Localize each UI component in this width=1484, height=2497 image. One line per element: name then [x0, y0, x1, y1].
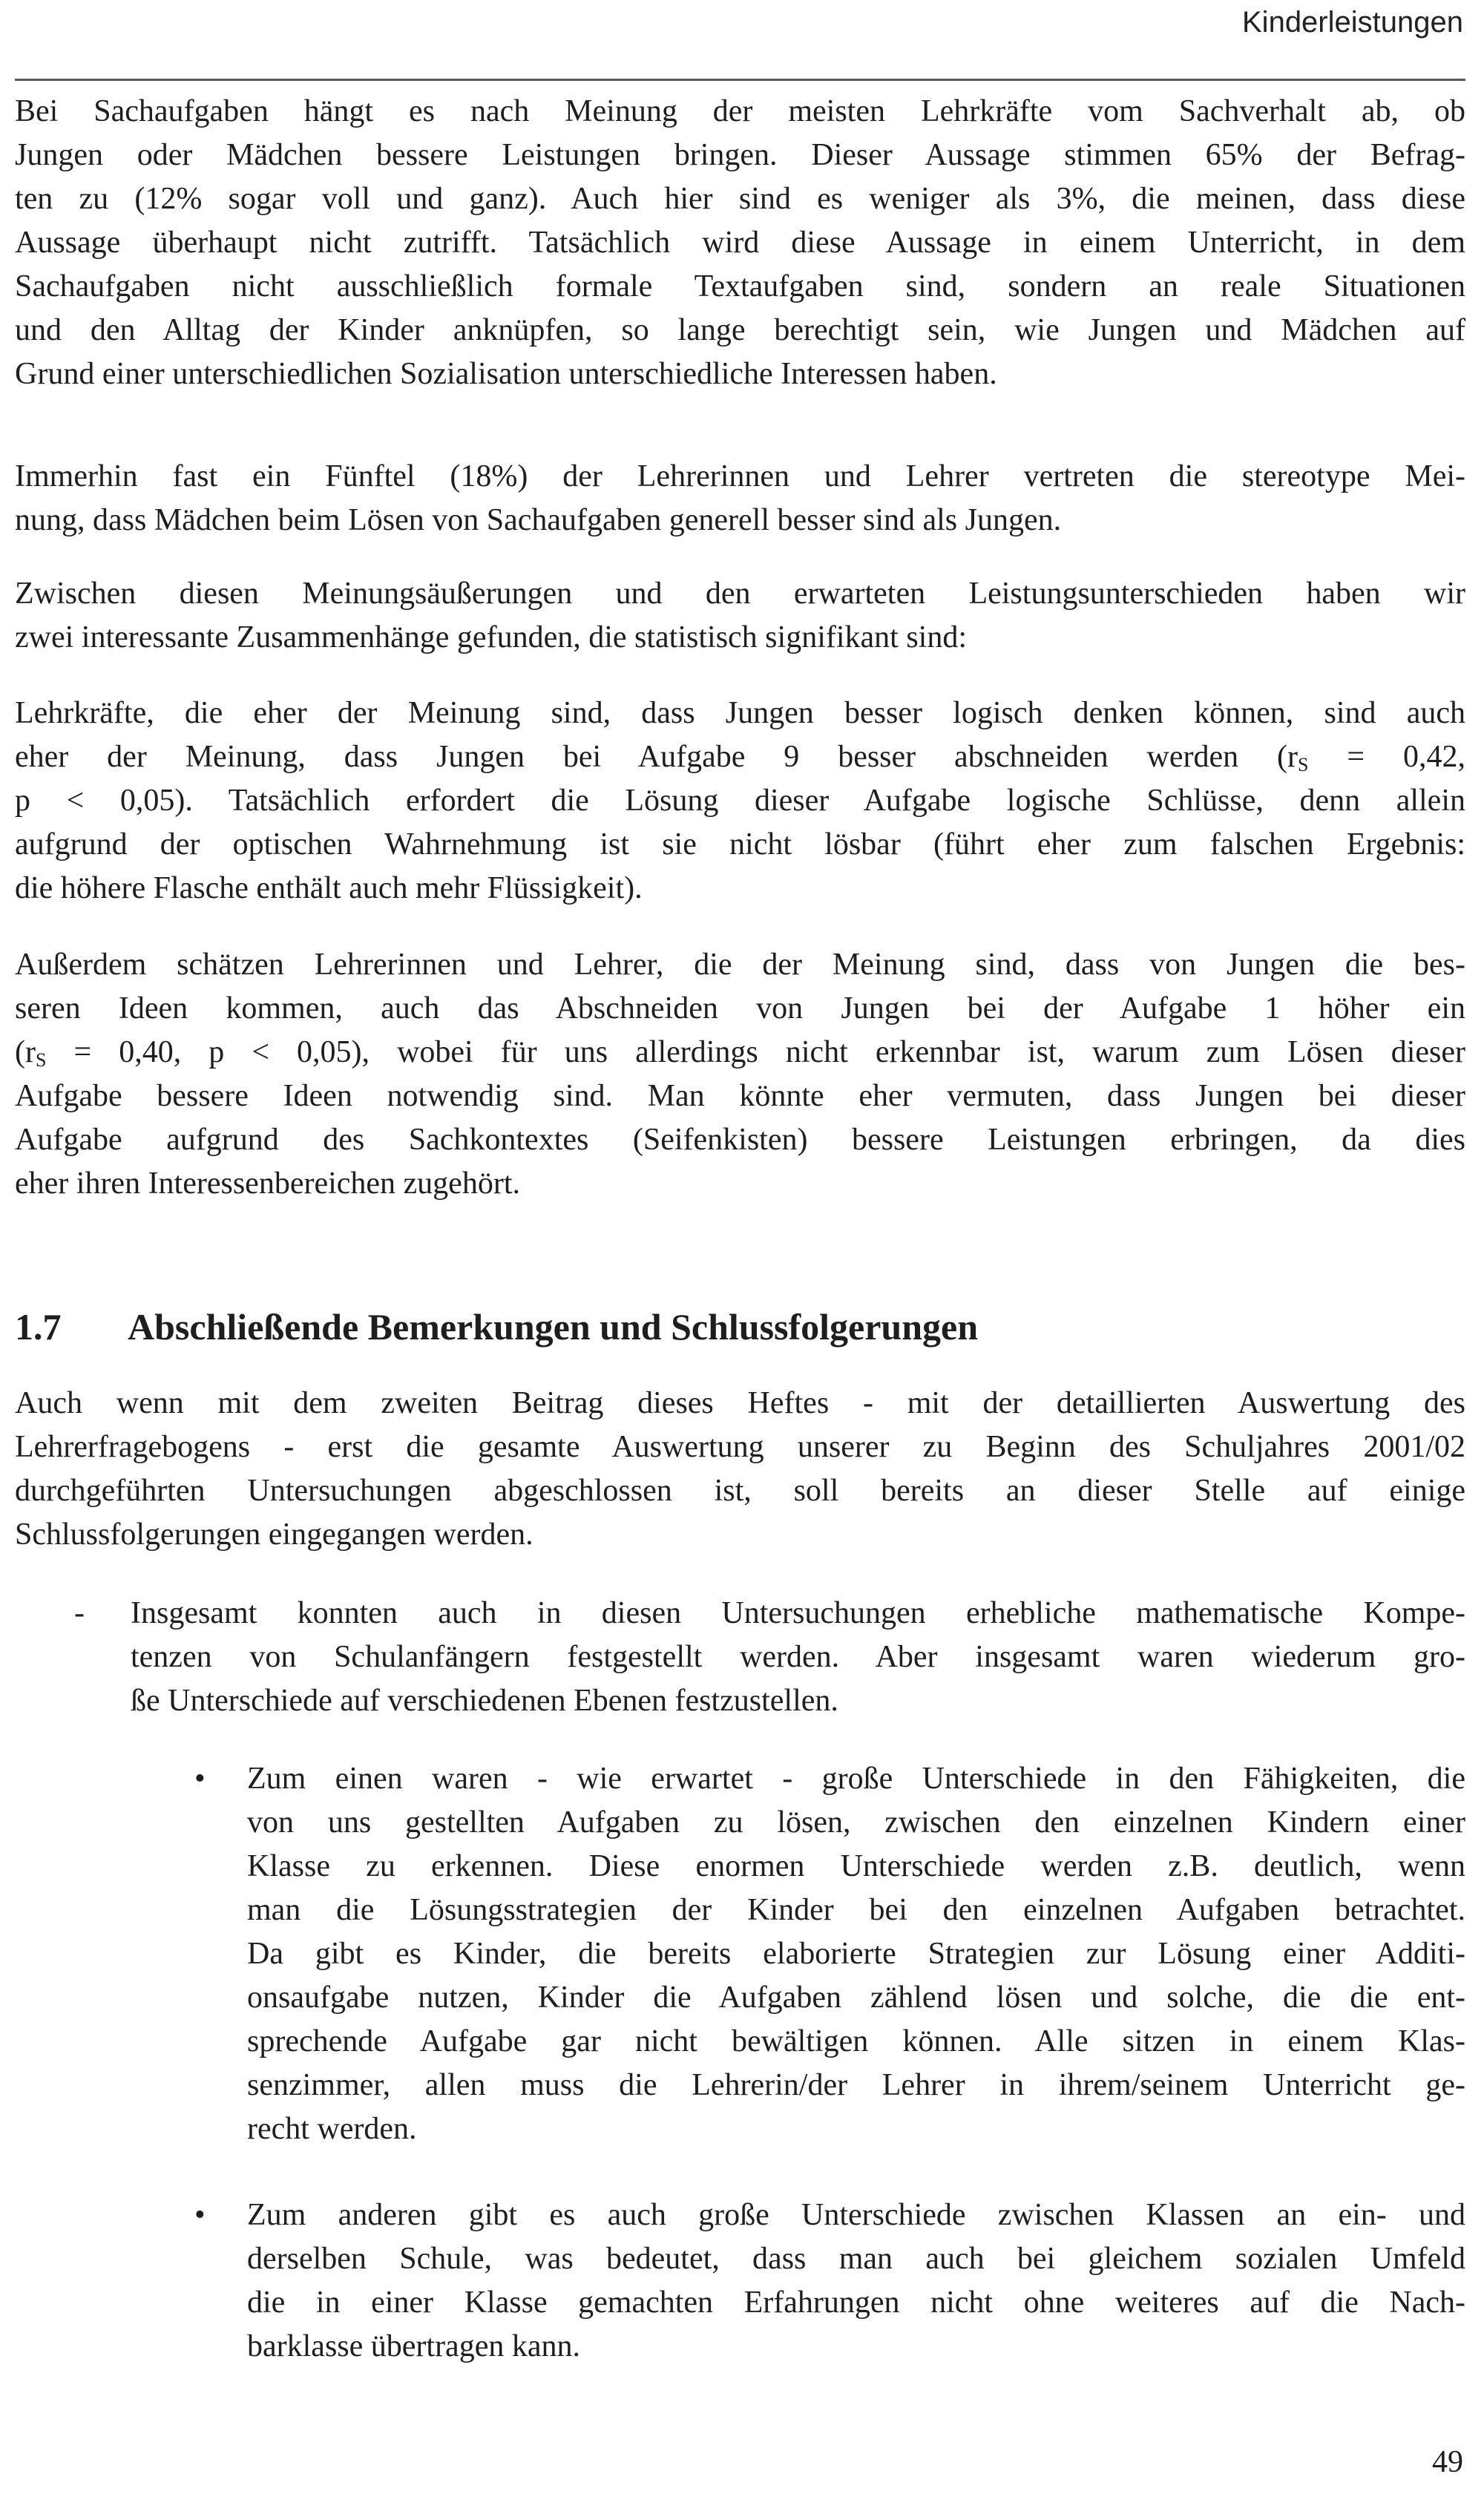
- section-number: 1.7: [15, 1306, 62, 1348]
- text-line: Außerdem schätzen Lehrerinnen und Lehrer, die der Meinung sind, dass von Jungen die bes-: [15, 948, 1465, 982]
- text-line: senzimmer, allen muss die Lehrerin/der Lehrer in ihrem/seinem Unterricht ge-: [247, 2068, 1465, 2102]
- text-line: die in einer Klasse gemachten Erfahrungen nicht ohne weiteres auf die Nach-: [247, 2286, 1465, 2320]
- text-line: tenzen von Schulanfängern festgestellt werden. Aber insgesamt waren wiederum gro-: [131, 1640, 1465, 1674]
- paragraph: [15, 692, 1465, 910]
- text-line: ten zu (12% sogar voll und ganz). Auch hier sind es weniger als 3%, die meinen, dass diese: [15, 182, 1465, 216]
- text-line: man die Lösungsstrategien der Kinder bei den einzelnen Aufgaben betrachtet.: [247, 1893, 1465, 1927]
- text-line: Da gibt es Kinder, die bereits elaborierte Strategien zur Lösung einer Additi-: [247, 1937, 1465, 1971]
- text-line: barklasse übertragen kann.: [247, 2329, 580, 2363]
- text-line: Aufgabe aufgrund des Sachkontextes (Seifenkisten) bessere Leistungen erbringen, da dies: [15, 1123, 1465, 1157]
- text-line: eher ihren Interessenbereichen zugehört.: [15, 1167, 520, 1201]
- section-title: Abschließende Bemerkungen und Schlussfolgerungen: [128, 1306, 979, 1348]
- text-line: Zum anderen gibt es auch große Unterschiede zwischen Klassen an ein- und: [247, 2198, 1465, 2232]
- text-line: derselben Schule, was bedeutet, dass man auch bei gleichem sozialen Umfeld: [247, 2242, 1465, 2276]
- text-line: aufgrund der optischen Wahrnehmung ist sie nicht lösbar (führt eher zum falschen Ergebnis:: [15, 827, 1465, 862]
- paragraph: [15, 943, 1465, 1206]
- text-line: Grund einer unterschiedlichen Sozialisation unterschiedliche Interessen haben.: [15, 357, 997, 391]
- text-line: Lehrkräfte, die eher der Meinung sind, dass Jungen besser logisch denken können, sind auch: [15, 696, 1465, 730]
- text-line: eher der Meinung, dass Jungen bei Aufgabe 9 besser abschneiden werden ($r_S = 0,42$,: [15, 740, 1466, 775]
- text-line: Bei Sachaufgaben hängt es nach Meinung der meisten Lehrkräfte vom Sachverhalt ab, ob: [15, 94, 1465, 128]
- page-number: 49: [1432, 2445, 1463, 2479]
- text-line: Sachaufgaben nicht ausschließlich formale Textaufgaben sind, sondern an reale Situationen: [15, 269, 1465, 303]
- text-line: Zwischen diesen Meinungsäußerungen und den erwarteten Leistungsunterschieden haben wir: [15, 577, 1465, 611]
- text-line: zwei interessante Zusammenhänge gefunden, die statistisch signifikant sind:: [15, 620, 968, 654]
- paragraph: [15, 1382, 1465, 1557]
- text-line: und den Alltag der Kinder anknüpfen, so lange berechtigt sein, wie Jungen und Mädchen auf: [15, 313, 1465, 347]
- bullet-list-item: [247, 2194, 1465, 2369]
- text-line: Aufgabe bessere Ideen notwendig sind. Man könnte eher vermuten, dass Jungen bei dieser: [15, 1079, 1465, 1113]
- paragraph: [15, 455, 1465, 542]
- text-line: nung, dass Mädchen beim Lösen von Sachaufgaben generell besser sind als Jungen.: [15, 503, 1062, 537]
- bullet-marker: •: [194, 2198, 206, 2232]
- text-line: onsaufgabe nutzen, Kinder die Aufgaben zählend lösen und solche, die die ent-: [247, 1981, 1465, 2015]
- section-heading: [15, 1301, 978, 1353]
- paragraph: [15, 572, 1465, 660]
- text-line: Klasse zu erkennen. Diese enormen Unterschiede werden z.B. deutlich, wenn: [247, 1849, 1465, 1883]
- bullet-list-item: [247, 1757, 1465, 2151]
- dash-marker: -: [74, 1596, 85, 1630]
- running-header-title: Kinderleistungen: [1242, 6, 1463, 39]
- text-line: durchgeführten Untersuchungen abgeschlossen ist, soll bereits an dieser Stelle auf einige: [15, 1474, 1465, 1508]
- text-line: Auch wenn mit dem zweiten Beitrag dieses Heftes - mit der detaillierten Auswertung des: [15, 1386, 1465, 1420]
- text-line: recht werden.: [247, 2112, 417, 2146]
- text-line: die höhere Flasche enthält auch mehr Flüssigkeit).: [15, 871, 643, 905]
- text-line: seren Ideen kommen, auch das Abschneiden von Jungen bei der Aufgabe 1 höher ein: [15, 991, 1465, 1026]
- text-line: sprechende Aufgabe gar nicht bewältigen können. Alle sitzen in einem Klas-: [247, 2024, 1465, 2058]
- text-line: ße Unterschiede auf verschiedenen Ebenen festzustellen.: [131, 1684, 838, 1718]
- text-line: p < 0,05). Tatsächlich erfordert die Lösung dieser Aufgabe logische Schlüsse, denn allein: [15, 784, 1465, 818]
- text-line: Insgesamt konnten auch in diesen Untersuchungen erhebliche mathematische Kompe-: [131, 1596, 1465, 1630]
- paragraph: [15, 90, 1465, 396]
- text-line: ($r_S = 0,40$, p < 0,05), wobei für uns allerdings nicht erkennbar ist, warum zum Lösen dieser: [15, 1035, 1465, 1071]
- bullet-marker: •: [194, 1762, 206, 1796]
- text-line: Schlussfolgerungen eingegangen werden.: [15, 1517, 533, 1552]
- text-line: Immerhin fast ein Fünftel (18%) der Lehrerinnen und Lehrer vertreten die stereotype Mei-: [15, 459, 1465, 493]
- text-line: Zum einen waren - wie erwartet - große Unterschiede in den Fähigkeiten, die: [247, 1762, 1465, 1796]
- header-rule: [15, 79, 1465, 81]
- text-line: von uns gestellten Aufgaben zu lösen, zwischen den einzelnen Kindern einer: [247, 1805, 1465, 1840]
- dash-list-item: [131, 1592, 1465, 1723]
- text-line: Lehrerfragebogens - erst die gesamte Auswertung unserer zu Beginn des Schuljahres 2001/02: [15, 1430, 1465, 1464]
- text-line: Aussage überhaupt nicht zutrifft. Tatsächlich wird diese Aussage in einem Unterricht, in dem: [15, 226, 1465, 260]
- text-line: Jungen oder Mädchen bessere Leistungen bringen. Dieser Aussage stimmen 65% der Befrag-: [15, 138, 1465, 172]
